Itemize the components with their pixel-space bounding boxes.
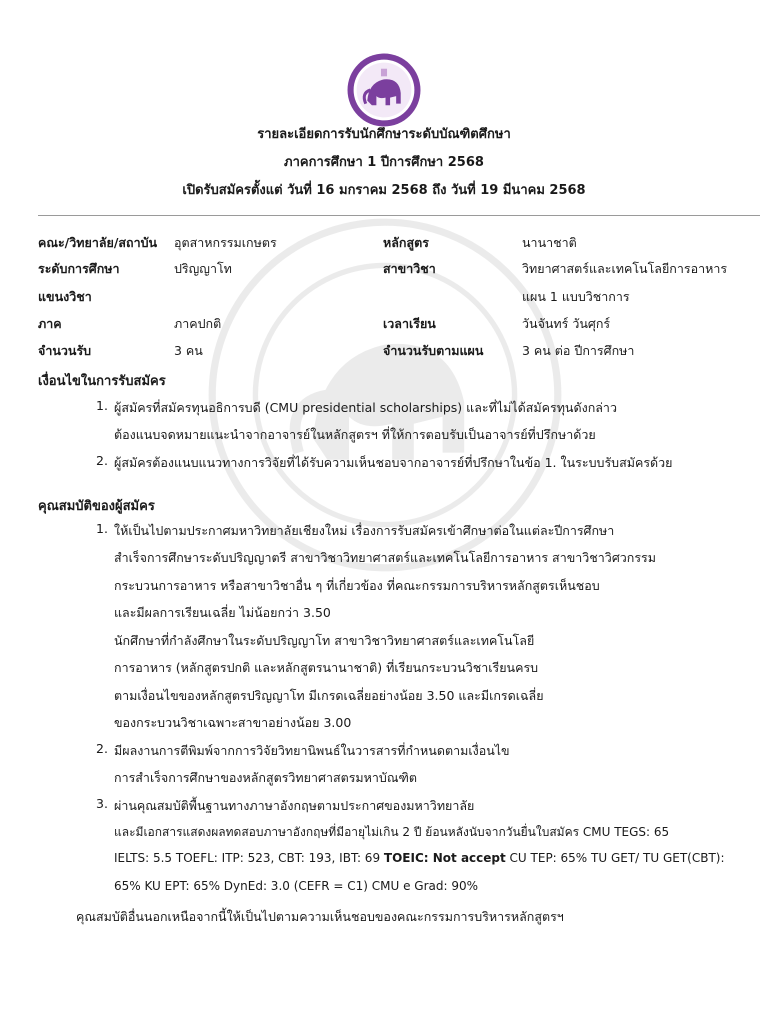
level-label: ระดับการศึกษา [38, 261, 120, 276]
qualification-line: สำเร็จการศึกษาระดับปริญญาตรี สาขาวิชาวิทยาศาสตร์และเทคโนโลยีการอาหาร สาขาวิชาวิศวกรรม [114, 550, 657, 565]
qualification-line: 65% KU EPT: 65% DynEd: 3.0 (CEFR = C1) CMU e Grad: 90% [114, 879, 479, 893]
seats-value: 3 คน [174, 343, 203, 358]
divider [38, 215, 760, 216]
qualification-number: 1. [96, 521, 108, 536]
scores-text: CU TEP: 65% TU GET/ TU GET(CBT): [505, 851, 725, 865]
qualification-line: การสำเร็จการศึกษาของหลักสูตรวิทยาศาสตรมหาบัณฑิต [114, 770, 417, 785]
curriculum-value: นานาชาติ [522, 235, 577, 250]
program-value: ภาคปกติ [174, 316, 222, 331]
area-label: แขนงวิชา [38, 289, 92, 304]
condition-line: ผู้สมัครที่สมัครทุนอธิการบดี (CMU presidential scholarships) และที่ไม่ได้สมัครทุนดังกล่าว [114, 400, 617, 415]
major-label: สาขาวิชา [383, 261, 436, 276]
condition-number: 1. [96, 398, 108, 413]
curriculum-label: หลักสูตร [383, 235, 429, 250]
plan-seats-label: จำนวนรับตามแผน [383, 343, 484, 358]
qualification-line: ให้เป็นไปตามประกาศมหาวิทยาลัยเชียงใหม่ เรื่องการรับสมัครเข้าศึกษาต่อในแต่ละปีการศึกษา [114, 523, 615, 538]
academic-term: ภาคการศึกษา 1 ปีการศึกษา 2568 [284, 155, 484, 170]
seats-label: จำนวนรับ [38, 343, 92, 358]
english-scores-line [114, 851, 725, 865]
qualification-number: 2. [96, 741, 108, 756]
plan-value: แผน 1 แบบวิชาการ [522, 289, 630, 304]
university-seal-logo-icon [346, 52, 422, 128]
qualification-line: และมีผลการเรียนเฉลี่ย ไม่น้อยกว่า 3.50 [114, 605, 331, 620]
qualification-number: 3. [96, 796, 108, 811]
qualification-line: และมีเอกสารแสดงผลทดสอบภาษาอังกฤษที่มีอายุไม่เกิน 2 ปี ย้อนหลังนับจากวันยื่นใบสมัคร CMU TEGS: 65 [114, 825, 670, 839]
application-period: เปิดรับสมัครตั้งแต่ วันที่ 16 มกราคม 2568 ถึง วันที่ 19 มีนาคม 2568 [182, 183, 586, 198]
qualification-line: ตามเงื่อนไขของหลักสูตรปริญญาโท มีเกรดเฉลี่ยอย่างน้อย 3.50 และมีเกรดเฉลี่ย [114, 688, 544, 703]
faculty-label: คณะ/วิทยาลัย/สถาบัน [38, 235, 158, 250]
level-value: ปริญญาโท [174, 261, 232, 276]
qualification-line: ผ่านคุณสมบัติพื้นฐานทางภาษาอังกฤษตามประกาศของมหาวิทยาลัย [114, 798, 475, 813]
major-value: วิทยาศาสตร์และเทคโนโลยีการอาหาร [522, 261, 728, 276]
toeic-not-accepted: TOEIC: Not accept [383, 851, 506, 865]
condition-line: ผู้สมัครต้องแนบแนวทางการวิจัยที่ได้รับความเห็นชอบจากอาจารย์ที่ปรึกษาในข้อ 1. ในระบบรับสมัครด้วย [114, 455, 673, 470]
time-value: วันจันทร์ วันศุกร์ [522, 316, 611, 331]
qualification-line: กระบวนการอาหาร หรือสาขาวิชาอื่น ๆ ที่เกี่ยวข้อง ที่คณะกรรมการบริหารหลักสูตรเห็นชอบ [114, 578, 600, 593]
closing-note: คุณสมบัติอื่นนอกเหนือจากนี้ให้เป็นไปตามความเห็นชอบของคณะกรรมการบริหารหลักสูตรฯ [76, 909, 564, 924]
qualification-line: มีผลงานการตีพิมพ์จากการวิจัยวิทยานิพนธ์ในวารสารที่กำหนดตามเงื่อนไข [114, 743, 510, 758]
qualification-line: การอาหาร (หลักสูตรปกติ และหลักสูตรนานาชาติ) ที่เรียนกระบวนวิชาเรียนครบ [114, 660, 539, 675]
faculty-value: อุตสาหกรรมเกษตร [174, 235, 277, 250]
qualification-line: ของกระบวนวิชาเฉพาะสาขาอย่างน้อย 3.00 [114, 715, 352, 730]
document-title: รายละเอียดการรับนักศึกษาระดับบัณฑิตศึกษา [257, 127, 511, 142]
scores-text: IELTS: 5.5 TOEFL: ITP: 523, CBT: 193, IBT: 69 [114, 851, 384, 865]
qualification-line: นักศึกษาที่กำลังศึกษาในระดับปริญญาโท สาขาวิชาวิทยาศาสตร์และเทคโนโลยี [114, 633, 535, 648]
time-label: เวลาเรียน [383, 316, 436, 331]
condition-line: ต้องแนบจดหมายแนะนำจากอาจารย์ในหลักสูตรฯ ที่ให้การตอบรับเป็นอาจารย์ที่ปรึกษาด้วย [114, 427, 596, 442]
condition-number: 2. [96, 453, 108, 468]
conditions-heading: เงื่อนไขในการรับสมัคร [38, 374, 166, 389]
program-label: ภาค [38, 316, 62, 331]
plan-seats-value: 3 คน ต่อ ปีการศึกษา [522, 343, 635, 358]
qualifications-heading: คุณสมบัติของผู้สมัคร [38, 499, 155, 514]
